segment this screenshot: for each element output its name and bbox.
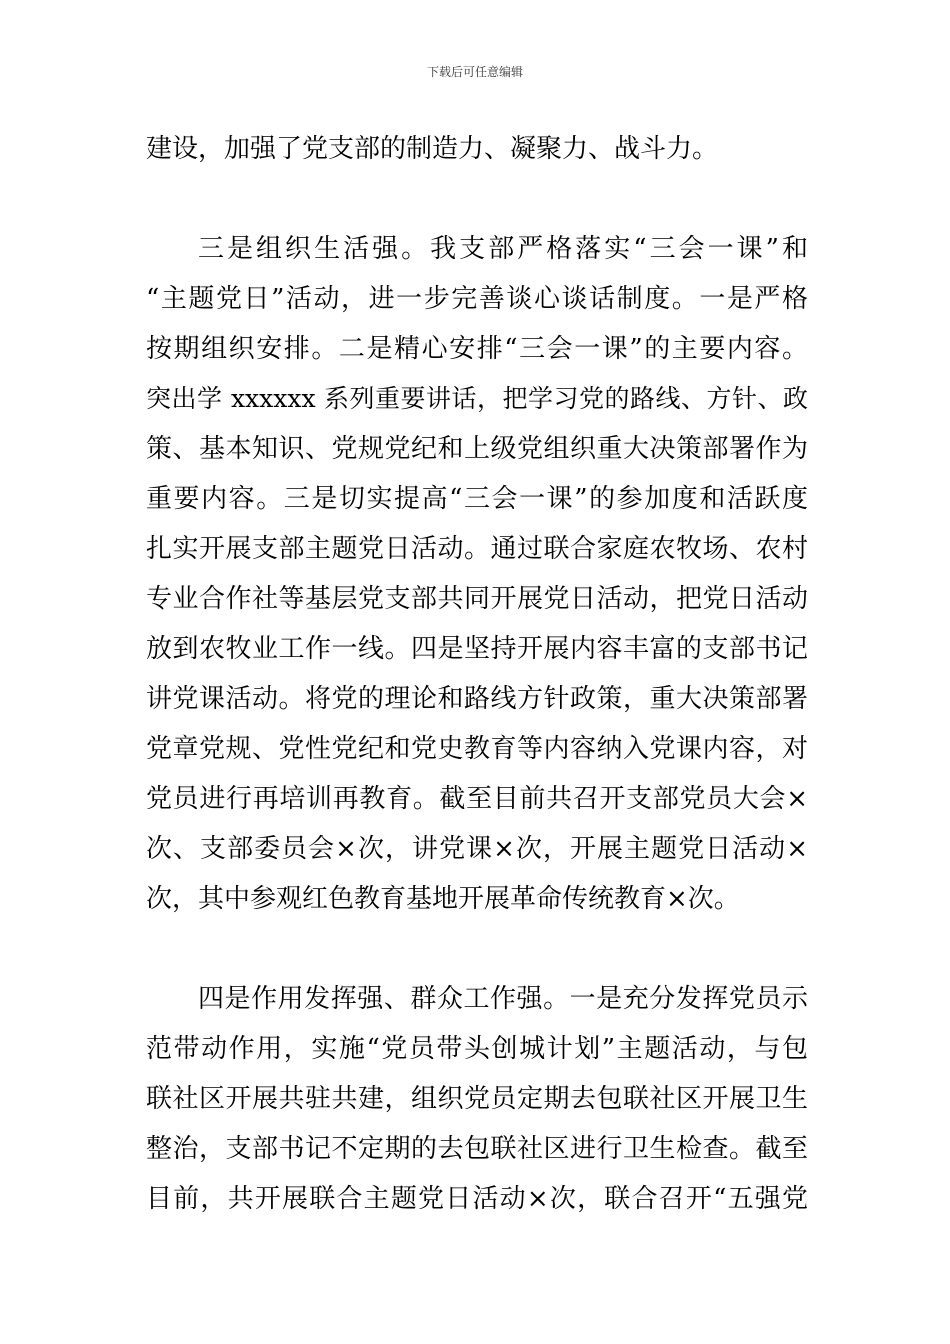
paragraph-2-line-6: 重要内容。三是切实提高“三会一课”的参加度和活跃度 (146, 484, 808, 514)
paragraph-3-line-2: 范带动作用，实施“党员带头创城计划”主题活动，与包 (146, 1034, 808, 1064)
paragraph-2-line-2: “主题党日”活动，进一步完善谈心谈话制度。一是严格 (146, 284, 808, 314)
paragraph-2-line-11: 党章党规、党性党纪和党史教育等内容纳入党课内容，对 (146, 734, 808, 764)
paragraph-3-line-4: 整治，支部书记不定期的去包联社区进行卫生检查。截至 (146, 1134, 808, 1164)
paragraph-3-line-1: 四是作用发挥强、群众工作强。一是充分发挥党员示 (198, 984, 808, 1014)
page-header: 下载后可任意编辑 (426, 65, 523, 79)
paragraph-2-line-1: 三是组织生活强。我支部严格落实“三会一课”和 (198, 234, 808, 264)
paragraph-2-line-12: 党员进行再培训再教育。截至目前共召开支部党员大会× (146, 784, 808, 814)
paragraph-2-line-3: 按期组织安排。二是精心安排“三会一课”的主要内容。 (146, 334, 808, 364)
paragraph-2-line-13: 次、支部委员会×次，讲党课×次，开展主题党日活动× (146, 834, 808, 864)
paragraph-3-line-3: 联社区开展共驻共建，组织党员定期去包联社区开展卫生 (146, 1084, 808, 1114)
paragraph-3-line-5: 目前，共开展联合主题党日活动×次，联合召开“五强党 (146, 1184, 808, 1214)
paragraph-2-line-10: 讲党课活动。将党的理论和路线方针政策，重大决策部署 (146, 684, 808, 714)
paragraph-2-line-7: 扎实开展支部主题党日活动。通过联合家庭农牧场、农村 (146, 534, 808, 564)
paragraph-2-line-5: 策、基本知识、党规党纪和上级党组织重大决策部署作为 (146, 434, 808, 464)
paragraph-2-line-14: 次，其中参观红色教育基地开展革命传统教育×次。 (146, 884, 740, 914)
paragraph-1-line-1: 建设，加强了党支部的制造力、凝聚力、战斗力。 (146, 134, 719, 164)
paragraph-2-line-4: 突出学 xxxxxx 系列重要讲话，把学习党的路线、方针、政 (146, 384, 808, 413)
paragraph-2-line-8: 专业合作社等基层党支部共同开展党日活动，把党日活动 (146, 584, 808, 614)
paragraph-2-line-9: 放到农牧业工作一线。四是坚持开展内容丰富的支部书记 (146, 634, 808, 664)
